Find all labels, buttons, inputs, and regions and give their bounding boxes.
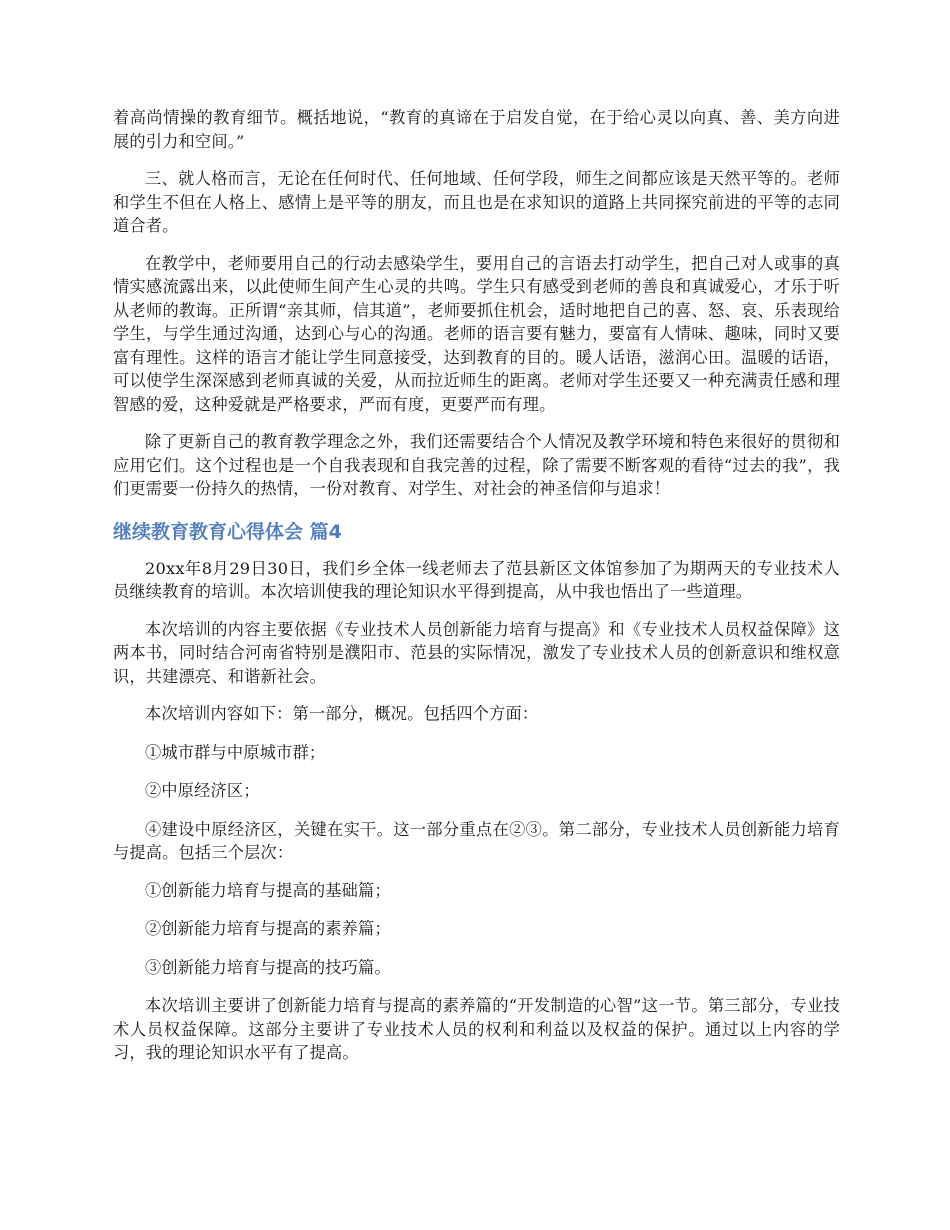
list-item: ①创新能力培育与提高的基础篇；	[145, 880, 391, 900]
paragraph: 本次培训内容如下：第一部分，概况。包括四个方面：	[145, 704, 539, 723]
list-item: ③创新能力培育与提高的技巧篇。	[145, 957, 391, 977]
paragraph: 在教学中，老师要用自己的行动去感染学生，要用自己的言语去打动学生，把自己对人或事的真情实感流露出来，以此使师生间产生心灵的共鸣。学生只有感受到老师的善良和真诚爱心，才乐于听从老师的教诲。正所谓“亲其师，信其道”，老师要抓住机会，适时地把自己的喜、怒、哀、乐表现给学生，与学生通过沟通，达到心与心的沟通。老师的语言要有魅力，要富有人情味、趣味，同时又要富有理性。这样的语言才能让学生同意接受，达到教育的目的。暖人话语，滋润心田。温暖的话语，可以使学生深深感到老师真诚的关爱，从而拉近师生的距离。老师对学生还要又一种充满责任感和理智感的爱，这种爱就是严格要求，严而有度，更要严而有理。	[113, 253, 840, 414]
paragraph: 本次培训的内容主要依据《专业技术人员创新能力培育与提高》和《专业技术人员权益保障》这两本书，同时结合河南省特别是濮阳市、范县的实际情况，激发了专业技术人员的创新意识和维权意识，共建漂亮、和谐新社会。	[113, 619, 840, 686]
paragraph: 三、就人格而言，无论在任何时代、任何地域、任何学段，师生之间都应该是天然平等的。老师和学生不但在人格上、感情上是平等的朋友，而且也是在求知识的道路上共同探究前进的平等的志同道合者。	[113, 169, 840, 235]
list-item: ①城市群与中原城市群；	[145, 742, 326, 762]
paragraph: 20xx年8月29日30日，我们乡全体一线老师去了范县新区文体馆参加了为期两天的专业技术人员继续教育的培训。本次培训使我的理论知识水平得到提高，从中我也悟出了一些道理。	[113, 558, 840, 601]
paragraph: 除了更新自己的教育教学理念之外，我们还需要结合个人情况及教学环境和特色来很好的贯彻和应用它们。这个过程也是一个自我表现和自我完善的过程，除了需要不断客观的看待“过去的我”，我们更需要一份持久的热情，一份对教育、对学生、对社会的神圣信仰与追求！	[113, 432, 840, 498]
document-page	[113, 106, 840, 1079]
paragraph: 着高尚情操的教育细节。概括地说，“教育的真谛在于启发自觉，在于给心灵以向真、善、美方向进展的引力和空间。”	[113, 108, 840, 151]
list-item: ②创新能力培育与提高的素养篇；	[145, 919, 391, 938]
section-heading: 继续教育教育心得体会 篇4	[113, 520, 342, 543]
paragraph: ④建设中原经济区，关键在实干。这一部分重点在②③。第二部分，专业技术人员创新能力培育与提高。包括三个层次：	[113, 819, 840, 862]
list-item: ②中原经济区；	[145, 781, 260, 800]
paragraph: 本次培训主要讲了创新能力培育与提高的素养篇的“开发制造的心智”这一节。第三部分，专业技术人员权益保障。这部分主要讲了专业技术人员的权利和利益以及权益的保护。通过以上内容的学习，我的理论知识水平有了提高。	[113, 996, 840, 1062]
